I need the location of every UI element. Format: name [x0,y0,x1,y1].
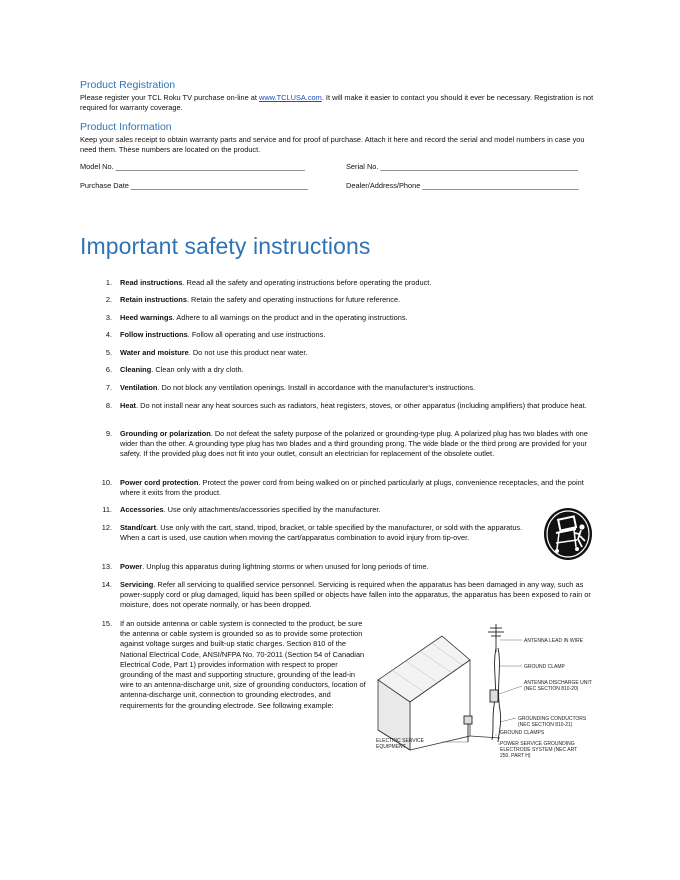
cart-tip-over-warning-icon [542,503,594,561]
item-number: 5. [105,348,112,357]
item-body: . Do not defeat the safety purpose of the polarized or grounding-type plug. A polarized plug has two blades with one wider than the other. A grounding type plug has two blades and a third grounding prong. The wide blade or the third prong are provided for your safety. If the provided plug does not fit into your outlet, consult an electrician for replacement of the obsolete outlet. [120,429,588,459]
item-text [120,313,600,323]
label-ground-clamps: GROUND CLAMPS [500,730,545,736]
item-text [120,429,596,460]
registration-text-start: Please register your TCL Roku TV purchase on-line at [80,93,259,102]
item-title: Servicing [120,580,154,589]
serial-number-field[interactable]: Serial No. ________________________________________________ [346,162,578,171]
label-electric-service-equipment: EQUIPMENT [376,744,406,750]
item-number: 4. [105,330,112,339]
item-title: Stand/cart [120,523,157,532]
item-number: 13. [101,562,112,571]
item-title: Heed warnings [120,313,173,322]
item-text [120,330,600,340]
item-text [120,580,596,611]
item-title: Read instructions [120,278,183,287]
label-power-service-part: 250, PART H) [500,753,531,759]
item-body: . Do not block any ventilation openings. Install in accordance with the manufacturer's instructions. [157,383,476,392]
item-number: 9. [105,429,112,438]
label-grounding-conductors-ref: (NEC SECTION 810-21) [518,722,573,728]
item-number: 7. [105,383,112,392]
item-body: . Do not use this product near water. [188,348,308,357]
registration-text-end: . It will make it easier to contact you should it ever be necessary. Registration is not required for warranty coverage. [80,93,594,113]
label-grounding-conductors: GROUNDING CONDUCTORS [518,716,587,722]
item-number: 2. [105,295,112,304]
label-discharge-unit-ref: (NEC SECTION 810-20) [524,686,579,692]
product-registration-heading: Product Registration [80,79,176,91]
item-text [120,278,600,288]
purchase-date-field[interactable]: Purchase Date ___________________________________________ [80,181,308,190]
item-number: 10. [101,478,112,487]
item-body: . Clean only with a dry cloth. [151,365,244,374]
label-power-service-electrode: ELECTRODE SYSTEM (NEC ART [500,747,578,753]
product-information-heading: Product Information [80,121,172,133]
product-registration-text [80,93,602,113]
item-title: Heat [120,401,137,410]
item-number: 12. [101,523,112,532]
item-title: Power cord protection [120,478,199,487]
item-number: 8. [105,401,112,410]
item-body: . Use only with the cart, stand, tripod, bracket, or table specified by the manufacturer, or sold with the apparatus. When a cart is used, use caution when moving the cart/apparatus combination to avoid injury from tip-over. [120,523,523,543]
item-body: . Protect the power cord from being walked on or pinched particularly at plugs, convenience receptacles, and the point where it exits from the product. [120,478,584,498]
item-title: Retain instructions [120,295,187,304]
item-text [120,295,600,305]
item-text [120,478,596,498]
label-antenna-lead: ANTENNA LEAD IN WIRE [524,638,583,644]
item-text [120,401,596,411]
item-text [120,365,600,375]
item-text [120,562,596,572]
item-number: 3. [105,313,112,322]
item-text [120,505,540,515]
tclusa-link[interactable]: www.TCLUSA.com [258,93,322,102]
item-body: . Adhere to all warnings on the product and in the operating instructions. [172,313,408,322]
product-information-text: Keep your sales receipt to obtain warranty parts and service and for proof of purchase. Attach it here and record the serial and model numbers in case you need them. These numbers are located on the product. [80,135,585,155]
label-discharge-unit: ANTENNA DISCHARGE UNIT [524,680,592,686]
item-text [120,383,600,393]
item-title: Ventilation [120,383,158,392]
antenna-grounding-diagram [372,618,612,762]
item-title: Cleaning [120,365,152,374]
item-title: Power [120,562,143,571]
item-body: . Do not install near any heat sources such as radiators, heat registers, stoves, or other apparatus (including amplifiers) that produce heat. [136,401,587,410]
item-number: 15. [101,619,112,628]
page-title: Important safety instructions [80,233,371,259]
label-ground-clamp: GROUND CLAMP [524,664,565,670]
item-title: Grounding or polarization [120,429,211,438]
label-electric-service: ELECTRIC SERVICE [376,738,424,744]
item-number: 6. [105,365,112,374]
item-text [120,523,532,543]
item-body: . Read all the safety and operating instructions before operating the product. [182,278,432,287]
item-number: 11. [102,505,112,514]
item-body: . Follow all operating and use instructions. [187,330,326,339]
item-body: . Use only attachments/accessories specified by the manufacturer. [163,505,381,514]
item-body: . Unplug this apparatus during lightning storms or when unused for long periods of time. [142,562,429,571]
item-number: 1. [105,278,112,287]
item-number: 14. [101,580,112,589]
item-title: Accessories [120,505,164,514]
dealer-address-phone-field[interactable]: Dealer/Address/Phone ______________________________________ [346,181,579,190]
label-power-service: POWER SERVICE GROUNDING [500,741,575,747]
item-title: Follow instructions [120,330,188,339]
item-text [120,619,366,711]
model-number-field[interactable]: Model No. ______________________________________________ [80,162,305,171]
house-outline [378,636,500,750]
item-body: . Refer all servicing to qualified service personnel. Servicing is required when the apparatus has been damaged in any way, such as power-supply cord or plug damaged, liquid has been spilled or objects have fallen into the apparatus, the apparatus has been exposed to rain or moisture, does not operate normally, or has been dropped. [120,580,591,610]
item-body: . Retain the safety and operating instructions for future reference. [186,295,401,304]
item-title: Water and moisture [120,348,189,357]
item-text [120,348,600,358]
item-body: If an outside antenna or cable system is connected to the product, be sure the antenna or cable system is grounded so as to provide some protection against voltage surges and built-up static charges. Section 810 of the National Electrical Code, ANSI/NFPA No. 70-2011 (Section 54 of Canadian Electrical Code, Part 1) provides information with respect to proper grounding of the mast and supporting structure, grounding of the lead-in wire to an antenna-discharge unit, size of grounding conductors, location of antenna-discharge unit, connection to grounding electrodes, and requirements for the grounding electrode. See following example: [120,619,366,710]
